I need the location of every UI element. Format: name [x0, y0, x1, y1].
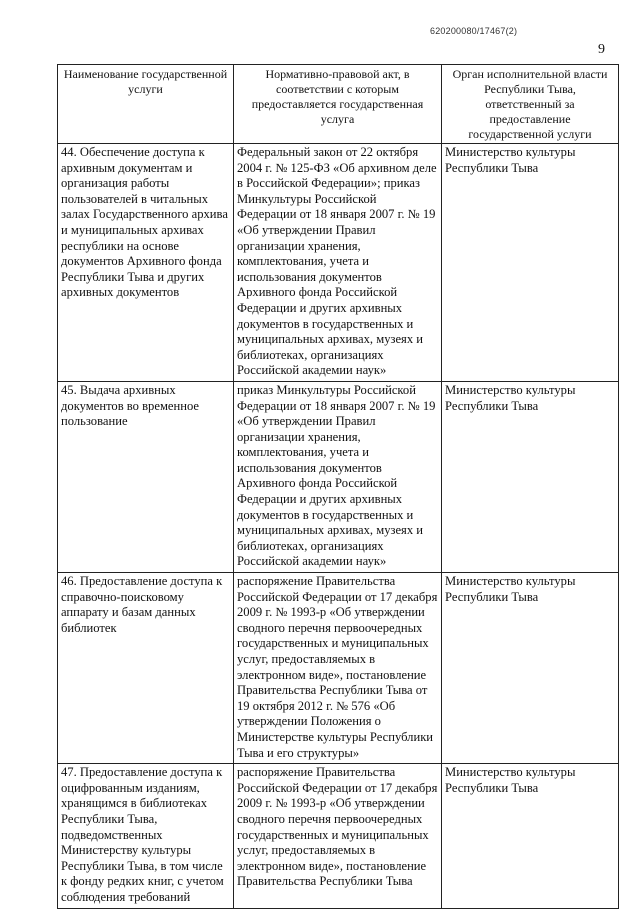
- column-header-responsible-body: Орган исполнительной власти Республики Тыва, ответственный за предоставление государственной услуги: [442, 65, 619, 144]
- service-name-cell: [58, 764, 234, 908]
- legal-act-cell: [234, 573, 442, 764]
- service-name-cell: [58, 381, 234, 572]
- service-name-cell: [58, 144, 234, 382]
- responsible-body-cell: [442, 764, 619, 908]
- table-row: [58, 381, 619, 572]
- column-header-service-name: Наименование государственной услуги: [58, 65, 234, 144]
- table-header: [58, 65, 619, 144]
- service-name: 45. Выдача архивных документов во временное пользование: [61, 382, 200, 429]
- responsible-body: Министерство культуры Республики Тыва: [445, 574, 576, 604]
- responsible-body-cell: [442, 381, 619, 572]
- table-row: [58, 573, 619, 764]
- table-row: [58, 144, 619, 382]
- legal-act-cell: [234, 144, 442, 382]
- responsible-body-cell: [442, 144, 619, 382]
- legal-act-cell: [234, 764, 442, 908]
- legal-act: распоряжение Правительства Российской Федерации от 17 декабря 2009 г. № 1993-р «Об утверждении сводного перечня первоочередных государственных и муниципальных услуг, предоставляемых в электронном виде», постановление Правительства Республики Тыва: [237, 765, 438, 889]
- services-table: [57, 64, 619, 909]
- table-body: [58, 144, 619, 909]
- responsible-body: Министерство культуры Республики Тыва: [445, 765, 576, 795]
- page-number: 9: [598, 42, 605, 57]
- service-name: 47. Предоставление доступа к оцифрованным изданиям, хранящимся в библиотеках Республики Тыва, подведомственных Министерству культуры Республики Тыва, в том числе к фонду редких книг, с учетом соблюдения требований: [61, 765, 224, 904]
- column-header-legal-act: Нормативно-правовой акт, в соответствии с которым предоставляется государственная услуга: [234, 65, 442, 144]
- responsible-body: Министерство культуры Республики Тыва: [445, 382, 576, 413]
- legal-act: приказ Минкультуры Российской Федерации от 18 января 2007 г. № 19 «Об утверждении Правил организации хранения, комплектования, учета и использования документов Архивного фонда Российской Федерации и других архивных документов в государственных и муниципальных архивах, музеях и библиотеках, организациях Российской академии наук»: [237, 382, 436, 569]
- service-name: 46. Предоставление доступа к справочно-поисковому аппарату и базам данных библиотек: [61, 574, 223, 635]
- responsible-body-cell: [442, 573, 619, 764]
- service-name: 44. Обеспечение доступа к архивным документам и организация работы пользователей в читальных залах Государственного архива и муниципальных архивах республики на основе документов Архивного фонда Республики Тыва и других архивных документов: [61, 145, 228, 300]
- service-name-cell: [58, 573, 234, 764]
- responsible-body: Министерство культуры Республики Тыва: [445, 145, 576, 175]
- legal-act-cell: [234, 381, 442, 572]
- document-code: 620200080/17467(2): [430, 26, 518, 36]
- legal-act: распоряжение Правительства Российской Федерации от 17 декабря 2009 г. № 1993-р «Об утверждении сводного перечня первоочередных государственных и муниципальных услуг, предоставляемых в электронном виде», постановление Правительства Республики Тыва от 19 октября 2012 г. № 576 «Об утверждении Положения о Министерстве культуры Республики Тыва и его структуры»: [237, 574, 438, 760]
- header-row: [58, 65, 619, 144]
- table-row: [58, 764, 619, 908]
- legal-act: Федеральный закон от 22 октября 2004 г. № 125-ФЗ «Об архивном деле в Российской Федерации»; приказ Минкультуры Российской Федерации от 18 января 2007 г. № 19 «Об утверждении Правил организации хранения, комплектования, учета и использования документов Архивного фонда Российской Федерации и других архивных документов в государственных и муниципальных архивах, музеях и библиотеках, организациях Российской академии наук»: [237, 145, 437, 378]
